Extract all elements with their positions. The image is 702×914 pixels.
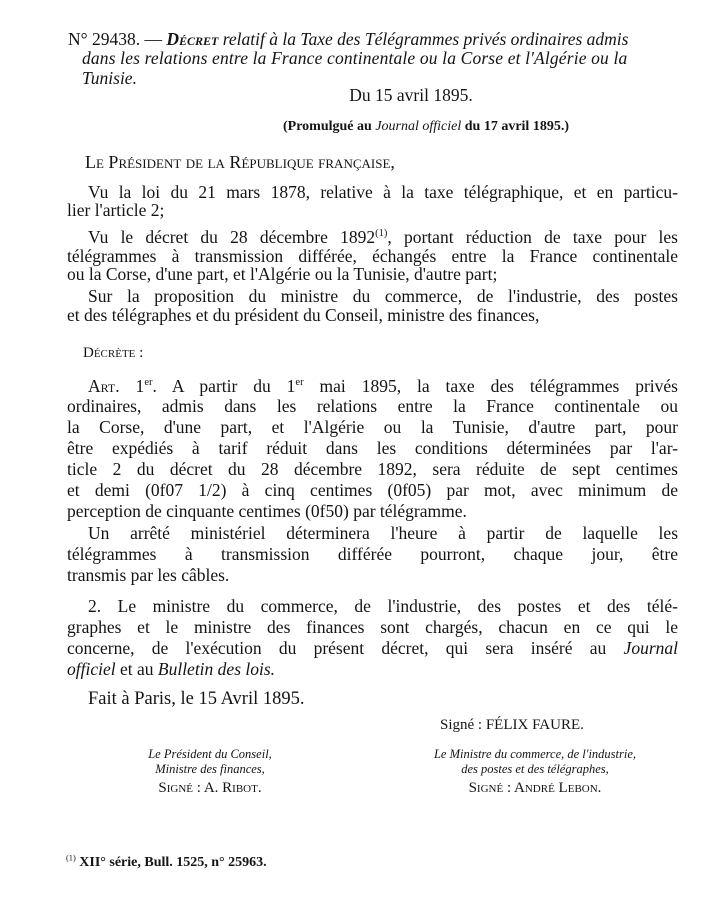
article-2-line-2: graphes et le ministre des finances sont chargés, chacun en ce qui le <box>67 617 678 637</box>
bulletin-des-lois: Bulletin des lois. <box>157 659 276 679</box>
vu-loi-line-2: lier l'article 2; <box>67 200 165 220</box>
article-2-line-4 <box>67 661 275 679</box>
signed-president: Signé : FÉLIX FAURE. <box>440 717 584 733</box>
article-1-line-4: être expédiés à tarif réduit dans les conditions déterminées par l'ar- <box>67 438 678 458</box>
right-signature <box>380 781 690 796</box>
article-1-label-sup: er <box>144 377 153 389</box>
decree-number: N° 29438. — <box>68 29 163 49</box>
decree-title-line-3: Tunisie. <box>82 68 137 88</box>
decrete-heading: Décrète : <box>83 345 144 361</box>
article-1-line-2: ordinaires, admis dans les relations entre la France continentale ou <box>67 396 678 416</box>
promulgation-journal: Journal officiel <box>375 119 462 134</box>
article-2-mid: et au <box>115 659 158 679</box>
article-1-label: Art. 1 <box>88 376 145 396</box>
article-1-para-2-line-2: télégrammes à transmission différée pourront, chaque jour, être <box>67 544 678 564</box>
vu-decret-line-2: télégrammes à transmission différée, échangés entre la France continentale <box>67 246 678 266</box>
article-1-line-1 <box>88 378 678 396</box>
decree-title-text: relatif à la Taxe des Télégrammes privés ordinaires admis <box>222 29 629 49</box>
president-heading: Le Président de la République française, <box>85 152 395 172</box>
article-2-line-3 <box>67 640 678 658</box>
vu-decret-text: Vu le décret du 28 décembre 1892 <box>88 227 376 247</box>
left-signatory-role-2: Ministre des finances, <box>155 762 265 776</box>
officiel-word: officiel <box>67 659 116 679</box>
place-and-date: Fait à Paris, le 15 Avril 1895. <box>88 689 305 709</box>
vu-decret-text-cont: , portant réduction de taxe pour les <box>387 227 678 247</box>
footnote-marker: (1) <box>66 853 76 863</box>
right-signatory-role-2: des postes et des télégraphes, <box>461 762 609 776</box>
promulgation-prefix: (Promulgué au <box>283 119 372 134</box>
article-1-text-a: . A partir du 1 <box>152 376 296 396</box>
proposition-line-2: et des télégraphes et du président du Conseil, ministre des finances, <box>67 305 540 325</box>
left-signed-name: Signé : A. Ribot. <box>158 780 262 796</box>
article-1-para-2-line-3: transmis par les câbles. <box>67 565 230 585</box>
vu-decret-line-3: ou la Corse, d'une part, et l'Algérie ou la Tunisie, d'autre part; <box>67 264 498 284</box>
promulgation-suffix: du 17 avril 1895.) <box>464 119 569 134</box>
decree-word: Décret <box>166 29 219 49</box>
proposition-line-1: Sur la proposition du ministre du commerce, de l'industrie, des postes <box>88 286 678 306</box>
decree-date: Du 15 avril 1895. <box>349 85 473 105</box>
footnote <box>66 853 267 870</box>
article-2-line-1: 2. Le ministre du commerce, de l'industrie, des postes et des télé- <box>88 596 678 616</box>
journal-word: Journal <box>623 638 678 658</box>
article-2-text: concerne, de l'exécution du présent décret, qui sera inséré au <box>67 638 607 658</box>
vu-decret-line-1 <box>88 229 678 247</box>
article-1-line-3: la Corse, d'une part, et l'Algérie ou la Tunisie, d'autre part, pour <box>67 417 678 437</box>
left-signature <box>100 781 320 796</box>
article-1-text-sup: er <box>295 377 304 389</box>
promulgation-note <box>0 120 702 134</box>
article-1-line-7: perception de cinquante centimes (0f50) par télégramme. <box>67 501 467 521</box>
article-1-line-6: et demi (0f07 1/2) à cinq centimes (0f05) par mot, avec minimum de <box>67 480 678 500</box>
footnote-reference: (1) <box>375 228 388 240</box>
article-1-text-b: mai 1895, la taxe des télégrammes privés <box>303 376 678 396</box>
left-signatory-role-1: Le Président du Conseil, <box>148 747 272 761</box>
decree-title-line-1 <box>68 31 678 49</box>
right-signatory-role-1: Le Ministre du commerce, de l'industrie, <box>433 747 637 761</box>
article-1-line-5: ticle 2 du décret du 28 décembre 1892, sera réduite de sept centimes <box>67 459 678 479</box>
vu-loi-line-1: Vu la loi du 21 mars 1878, relative à la taxe télégraphique, et en particu- <box>88 182 678 202</box>
footnote-text: XII° série, Bull. 1525, n° 25963. <box>79 855 267 870</box>
right-signed-name: Signé : André Lebon. <box>468 780 602 796</box>
decree-title-line-2: dans les relations entre la France continentale ou la Corse et l'Algérie ou la <box>82 48 628 68</box>
article-1-para-2-line-1: Un arrêté ministériel déterminera l'heure à partir de laquelle les <box>88 523 678 543</box>
